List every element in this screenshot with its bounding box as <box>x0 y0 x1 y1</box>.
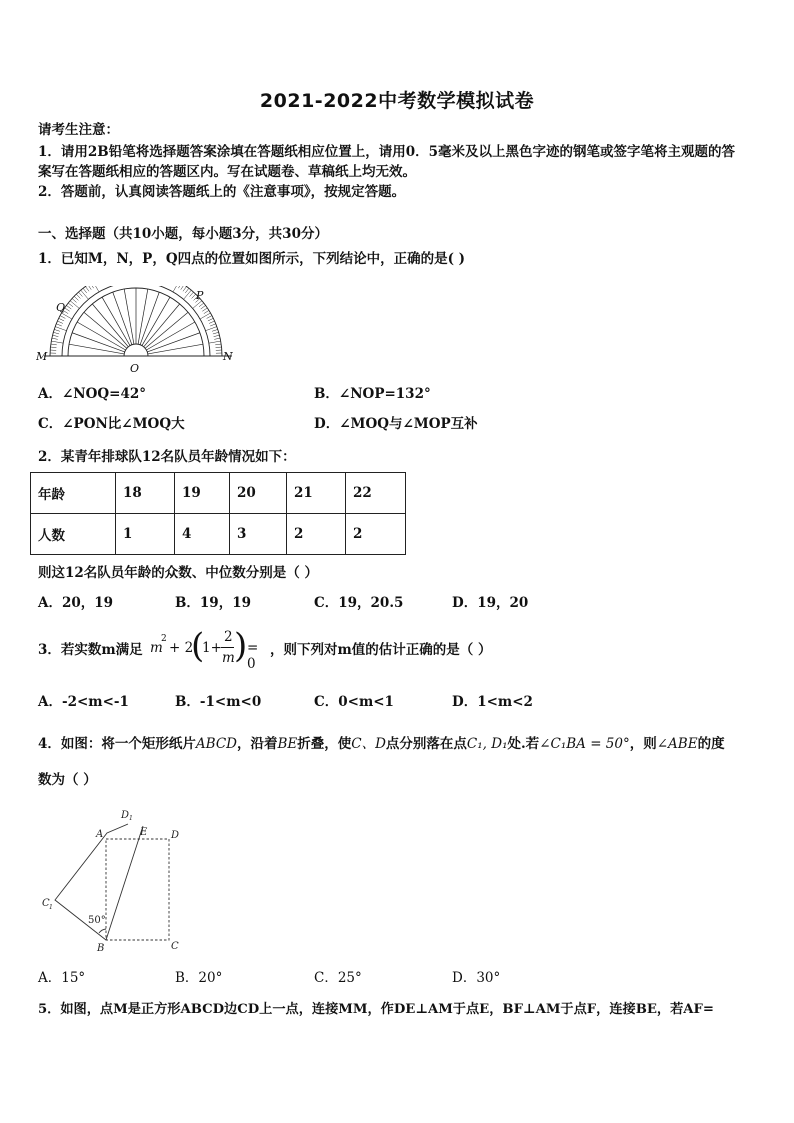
q3-stem-before: 3．若实数m满足 <box>38 642 143 658</box>
protractor-tick <box>66 305 71 309</box>
age-table <box>30 472 406 555</box>
q4-option-a: A．15° <box>38 970 86 986</box>
protractor-tick <box>68 303 73 307</box>
table-row <box>31 514 406 555</box>
protractor-tick <box>57 321 62 323</box>
protractor-tick <box>215 344 221 345</box>
table-cell: 21 <box>287 473 346 514</box>
q4-option-c: C．25° <box>314 970 362 986</box>
q2-question: 则这12名队员年龄的众数、中位数分别是（ ） <box>38 565 318 581</box>
q2-option-b: B．19，19 <box>175 595 251 611</box>
q1-option-b: B．∠NOP=132° <box>314 386 431 402</box>
protractor-tick <box>216 347 222 348</box>
point-c1-label: C <box>42 898 50 909</box>
table-cell: 19 <box>175 473 230 514</box>
svg-text:1: 1 <box>129 815 133 822</box>
q3-option-c: C．0<m<1 <box>314 694 394 710</box>
table-cell: 22 <box>346 473 406 514</box>
svg-text:1: 1 <box>49 904 53 911</box>
protractor-tick <box>83 288 87 293</box>
q1-option-c: C．∠PON比∠MOQ大 <box>38 416 185 432</box>
protractor-tick <box>199 303 204 307</box>
protractor-tick <box>78 292 82 296</box>
protractor-tick <box>50 347 56 348</box>
protractor-tick <box>178 286 181 288</box>
protractor-tick <box>85 286 89 291</box>
point-p-label: P <box>196 289 204 302</box>
point-d-label: D <box>171 830 180 841</box>
table-cell: 1 <box>116 514 175 555</box>
protractor-tick <box>59 318 64 321</box>
notice-line-2: 案写在答题纸相应的答题区内。写在试题卷、草稿纸上均无效。 <box>38 164 416 180</box>
page-title: 2021-2022中考数学模拟试卷 <box>259 90 535 112</box>
q5-stem: 5．如图，点M是正方形ABCD边CD上一点，连接MM，作DE⊥AM于点E，BF⊥AM于点F，连接BE，若AF= <box>38 1002 714 1017</box>
protractor-tick <box>209 341 221 343</box>
protractor-tick <box>207 316 212 319</box>
protractor-ray <box>146 322 194 350</box>
protractor-tick <box>70 301 79 309</box>
protractor-tick <box>72 298 76 302</box>
protractor-tick <box>201 305 206 309</box>
protractor-tick <box>53 332 59 334</box>
protractor-tick <box>183 286 187 291</box>
protractor-tick <box>204 310 209 313</box>
q3-option-d: D．1<m<2 <box>452 694 533 710</box>
q3-option-b: B．-1<m<0 <box>175 694 262 710</box>
protractor-tick <box>54 329 60 331</box>
point-m-label: M <box>36 350 48 363</box>
protractor-tick <box>212 329 218 331</box>
q2-stem: 2．某青年排球队12名队员年龄情况如下： <box>38 449 296 465</box>
protractor-tick <box>173 286 179 292</box>
protractor-tick <box>60 316 65 319</box>
point-a-label: A <box>96 829 104 840</box>
fold-figure <box>38 806 188 956</box>
protractor-tick <box>213 332 219 334</box>
section-heading: 一、选择题（共10小题，每小题3分，共30分） <box>38 226 328 242</box>
protractor-tick <box>53 335 59 336</box>
table-cell: 18 <box>116 473 175 514</box>
q3-formula: m 2 + 2 ( 1+ 2 m ) = 0 <box>150 626 259 672</box>
protractor-tick <box>209 321 214 323</box>
protractor-ray <box>77 322 125 350</box>
q4-option-d: D．30° <box>452 970 501 986</box>
protractor-tick <box>56 324 62 326</box>
q4-option-b: B．20° <box>175 970 223 986</box>
protractor-tick <box>200 313 210 319</box>
table-row <box>31 473 406 514</box>
table-cell: 2 <box>346 514 406 555</box>
protractor-tick <box>93 286 99 292</box>
protractor-tick <box>181 286 184 290</box>
protractor-tick <box>52 338 58 339</box>
q1-stem: 1．已知M，N，P，Q四点的位置如图所示，下列结论中，正确的是( ) <box>38 251 466 267</box>
q3-option-a: A．-2<m<-1 <box>38 694 129 710</box>
table-cell: 4 <box>175 514 230 555</box>
q2-option-d: D．19，20 <box>452 595 529 611</box>
protractor-tick <box>90 286 93 288</box>
q4-stem-line1: 4．如图：将一个矩形纸片ABCD，沿着BE折叠，使C、D点分别落在点C₁, D₁处.若∠C₁BA = 50°，则∠ABE的度 <box>38 736 725 752</box>
q4-stem-line2: 数为（ ） <box>38 772 97 788</box>
protractor-ray <box>142 297 170 345</box>
protractor-tick <box>190 292 194 296</box>
notice-line-3: 2．答题前，认真阅读答题纸上的《注意事项》，按规定答题。 <box>38 184 406 200</box>
protractor-ray <box>102 297 130 345</box>
protractor-ray <box>84 312 127 348</box>
table-cell: 20 <box>230 473 287 514</box>
protractor-tick <box>65 308 70 311</box>
protractor-tick <box>214 338 220 339</box>
notice-line-1: 1．请用2B铅笔将选择题答案涂填在答题纸相应位置上，请用0．5毫米及以上黑色字迹的钢笔或签字笔将主观题的答 <box>38 144 735 160</box>
protractor-tick <box>208 318 213 321</box>
q3-stem-after: ，则下列对m值的估计正确的是（ ） <box>270 642 492 658</box>
table-cell: 人数 <box>31 514 116 555</box>
table-cell: 年龄 <box>31 473 116 514</box>
point-b-label: B <box>97 943 105 954</box>
protractor-ray <box>92 304 128 347</box>
q2-option-a: A．20，19 <box>38 595 114 611</box>
protractor-tick <box>202 308 207 311</box>
protractor-tick <box>214 335 220 336</box>
point-q-label: Q <box>56 301 66 314</box>
protractor-tick <box>88 286 91 290</box>
protractor-tick <box>51 341 63 343</box>
protractor-tick <box>76 294 80 298</box>
point-d1-label: D <box>121 810 130 821</box>
point-c-label: C <box>171 941 179 952</box>
protractor-tick <box>210 324 216 326</box>
protractor-tick <box>74 296 78 300</box>
protractor-tick <box>184 290 192 299</box>
table-cell: 2 <box>287 514 346 555</box>
point-n-label: N <box>223 350 233 363</box>
protractor-ray <box>144 304 180 347</box>
protractor-tick <box>185 288 189 293</box>
point-o-label: O <box>130 362 140 372</box>
table-cell: 3 <box>230 514 287 555</box>
q2-option-c: C．19，20.5 <box>314 595 404 611</box>
angle-label: 50° <box>88 915 106 926</box>
q1-option-d: D．∠MOQ与∠MOP互补 <box>314 416 478 432</box>
notice-heading: 请考生注意： <box>38 122 119 138</box>
q1-option-a: A．∠NOQ=42° <box>38 386 146 402</box>
protractor-ray <box>145 312 188 348</box>
protractor-figure <box>36 286 236 372</box>
protractor-tick <box>81 290 89 299</box>
point-e-label: E <box>140 827 148 838</box>
protractor-tick <box>51 344 57 345</box>
